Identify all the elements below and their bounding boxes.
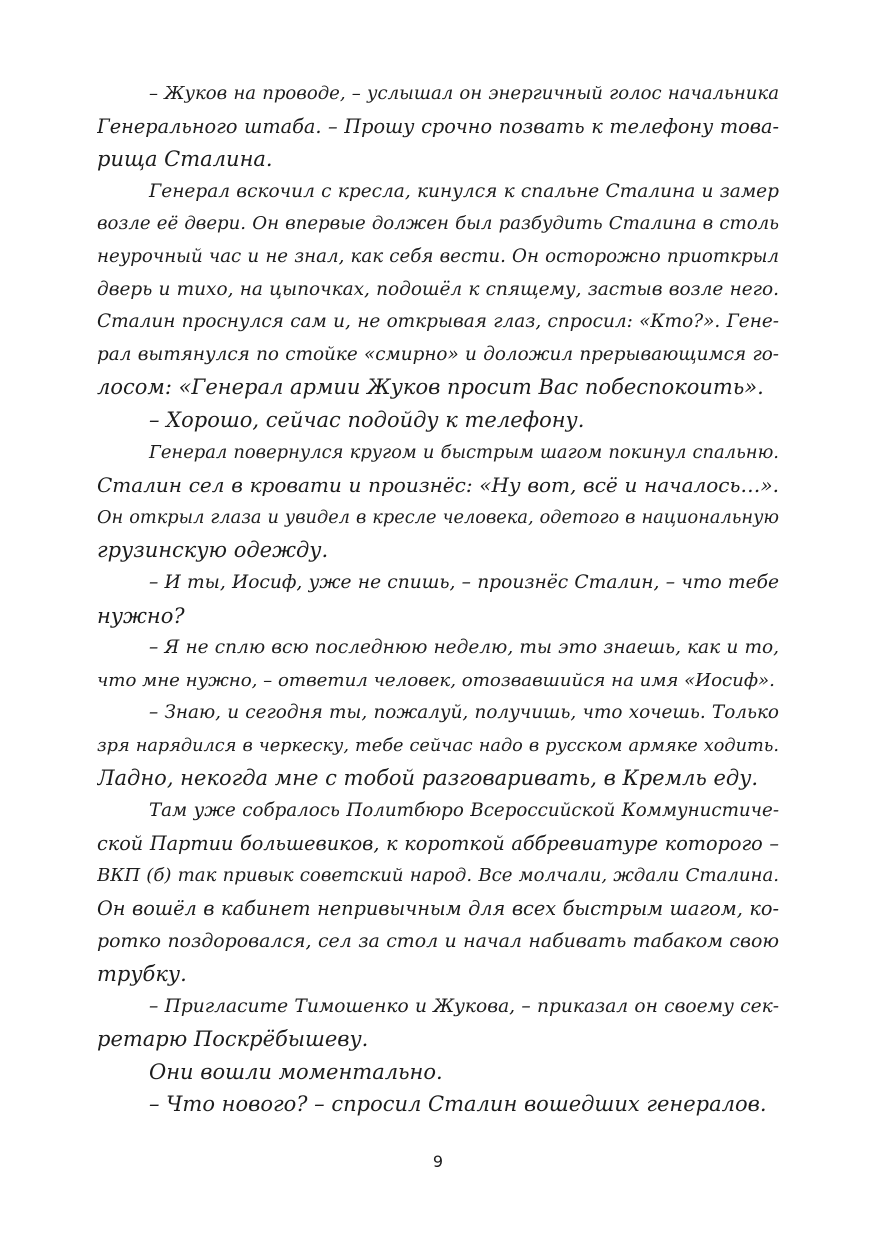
text-line: трубку. [97,962,187,987]
paragraph [97,632,779,697]
text-line: Он вошёл в кабинет непривычным для всех быстрым шагом, ко- [97,896,779,920]
text-line: дверь и тихо, на цыпочках, подошёл к спящему, застыв возле него. [97,278,779,300]
paragraph [97,404,779,437]
text-line: – Хорошо, сейчас подойду к телефону. [149,407,585,432]
paragraph [97,991,779,1056]
text-line: неурочный час и не знал, как себя вести. Он осторожно приоткрыл [97,245,779,267]
text-line: Он открыл глаза и увидел в кресле человека, одетого в национальную [97,507,779,528]
paragraph [97,1056,779,1089]
text-line: – Что нового? – спросил Сталин вошедших генералов. [149,1092,767,1117]
text-line: ротко поздоровался, сел за стол и начал набивать табаком свою [97,930,779,953]
text-line: ВКП (б) так привык советский народ. Все молчали, ждали Сталина. [97,865,779,887]
body-text [97,78,779,1121]
paragraph [97,567,779,632]
text-line: ретарю Поскрёбышеву. [97,1027,369,1052]
text-line: – И ты, Иосиф, уже не спишь, – произнёс Сталин, – что тебе [149,571,779,593]
text-line: Сталин сел в кровати и произнёс: «Ну вот, всё и началось…». [97,473,779,498]
text-line: рища Сталина. [97,147,273,172]
text-line: Ладно, некогда мне с тобой разговаривать, в Кремль еду. [97,766,759,791]
paragraph [97,78,779,176]
text-line: – Знаю, и сегодня ты, пожалуй, получишь, что хочешь. Только [149,702,779,724]
text-line: нужно? [97,603,185,628]
text-line: рал вытянулся по стойке «смирно» и доложил прерывающимся го- [97,343,779,365]
paragraph [97,697,779,795]
paragraph [97,437,779,567]
paragraph [97,1088,779,1121]
text-line: Сталин проснулся сам и, не открывая глаз, спросил: «Кто?». Гене- [97,311,779,333]
text-line: – Я не сплю всю последнюю неделю, ты это знаешь, как и то, [149,637,779,659]
text-line: грузинскую одежду. [97,538,329,563]
text-line: Генерального штаба. – Прошу срочно позвать к телефону това- [97,114,779,138]
text-line: Генерал повернулся кругом и быстрым шагом покинул спальню. [149,441,779,463]
text-line: Там уже собралось Политбюро Всероссийской Коммунистиче- [149,800,779,822]
text-line: лосом: «Генерал армии Жуков просит Вас побеспокоить». [97,375,764,400]
text-line: зря нарядился в черкеску, тебе сейчас надо в русском армяке ходить. [97,735,779,756]
text-line: – Пригласите Тимошенко и Жукова, – приказал он своему сек- [149,995,779,1017]
text-line: ской Партии большевиков, к короткой аббревиатуре которого – [97,831,779,855]
paragraph [97,176,779,404]
paragraph [97,795,779,991]
text-line: возле её двери. Он впервые должен был разбудить Сталина в столь [97,213,779,235]
page-number: 9 [432,1152,444,1171]
text-line: Они вошли моментально. [149,1059,443,1084]
text-line: Генерал вскочил с кресла, кинулся к спальне Сталина и замер [149,180,779,202]
text-line: – Жуков на проводе, – услышал он энергичный голос начальника [149,83,779,104]
text-line: что мне нужно, – ответил человек, отозвавшийся на имя «Иосиф». [97,669,775,691]
